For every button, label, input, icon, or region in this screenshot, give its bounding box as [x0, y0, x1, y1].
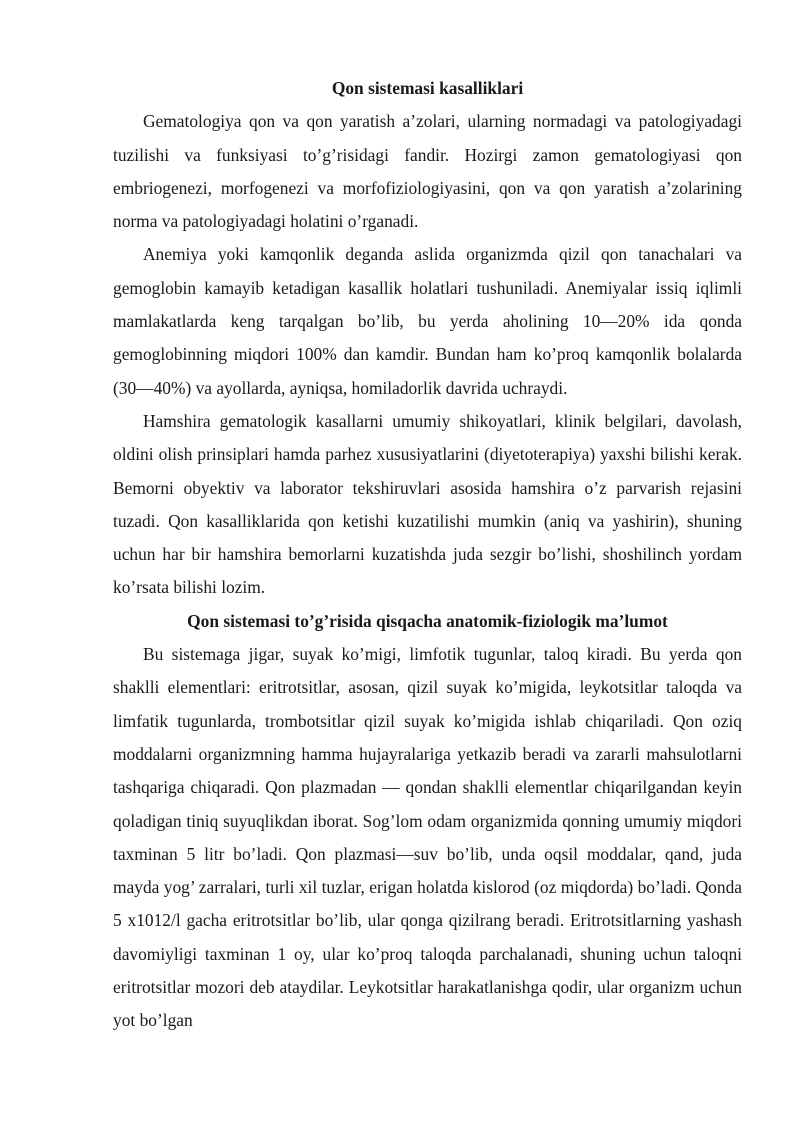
- paragraph-anemia: Anemiya yoki kamqonlik deganda aslida organizmda qizil qon tanachalari va gemoglobin kamayib ketadigan kasallik holatlari tushuniladi. Anemiyalar issiq iqlimli mamlakatlarda keng tarqalgan bo’lib, bu yerda aholining 10—20% ida qonda gemoglobinning miqdori 100% dan kamdir. Bundan ham ko’proq kamqonlik bolalarda (30—40%) va ayollarda, ayniqsa, homiladorlik davrida uchraydi.: [113, 244, 742, 398]
- section-title: Qon sistemasi kasalliklari: [331, 78, 524, 98]
- paragraph-anatomy: Bu sistemaga jigar, suyak ko’migi, limfotik tugunlar, taloq kiradi. Bu yerda qon shaklli elementlari: eritrotsitlar, asosan, qizil suyak ko’migida, leykotsitlar taloqda va limfatik tugunlarda, trombotsitlar qizil suyak ko’migida ishlab chiqariladi. Qon oziq moddalarni organizmning hamma hujayralariga yetkazib beradi va zararli mahsulotlarni tashqariga chiqaradi. Qon plazmadan — qondan shaklli elementlar chiqarilgandan keyin qoladigan tiniq suyuqlikdan iborat. Sog’lom odam organizmida qonning umumiy miqdori taxminan 5 litr bo’ladi. Qon plazmasi—suv bo’lib, unda oqsil moddalar, qand, juda mayda yog’ zarralari, turli xil tuzlar, erigan holatda kislorod (oz miqdorda) bo’ladi. Qonda 5 x1012/l gacha eritrotsitlar bo’lib, ular qonga qizilrang beradi. Eritrotsitlarning yashash davomiyligi taxminan 1 oy, ular ko’proq taloqda parchalanadi, shuning uchun taloqni eritrotsitlar mozori deb ataydilar. Leykotsitlar harakatlanishga qodir, ular organizm uchun yot bo’lgan: [113, 644, 742, 1031]
- paragraph-nurse: Hamshira gematologik kasallarni umumiy shikoyatlari, klinik belgilari, davolash, oldini olish prinsiplari hamda parhez xususiyatlarini (diyetoterapiya) yaxshi bilishi kerak. Bemorni obyektiv va laborator tekshiruvlari asosida hamshira o’z parvarish rejasini tuzadi. Qon kasalliklarida qon ketishi kuzatilishi mumkin (aniq va yashirin), shuning uchun har bir hamshira bemorlarni kuzatishda juda sezgir bo’lishi, shoshilinch yordam ko’rsata bilishi lozim.: [113, 410, 742, 598]
- paragraph-hematology: Gematologiya qon va qon yaratish a’zolari, ularning normadagi va patologiyadagi tuzilishi va funksiyasi to’g’risidagi fandir. Hozirgi zamon gematologiyasi qon embriogenezi, morfogenezi va morfofiziologiyasini, qon va qon yaratish a’zolarining norma va patologiyadagi holatini o’rganadi.: [113, 111, 742, 232]
- subsection-title: Qon sistemasi to’g’risida qisqacha anatomik-fiziologik ma’lumot: [187, 610, 668, 631]
- document-page: [113, 72, 742, 1038]
